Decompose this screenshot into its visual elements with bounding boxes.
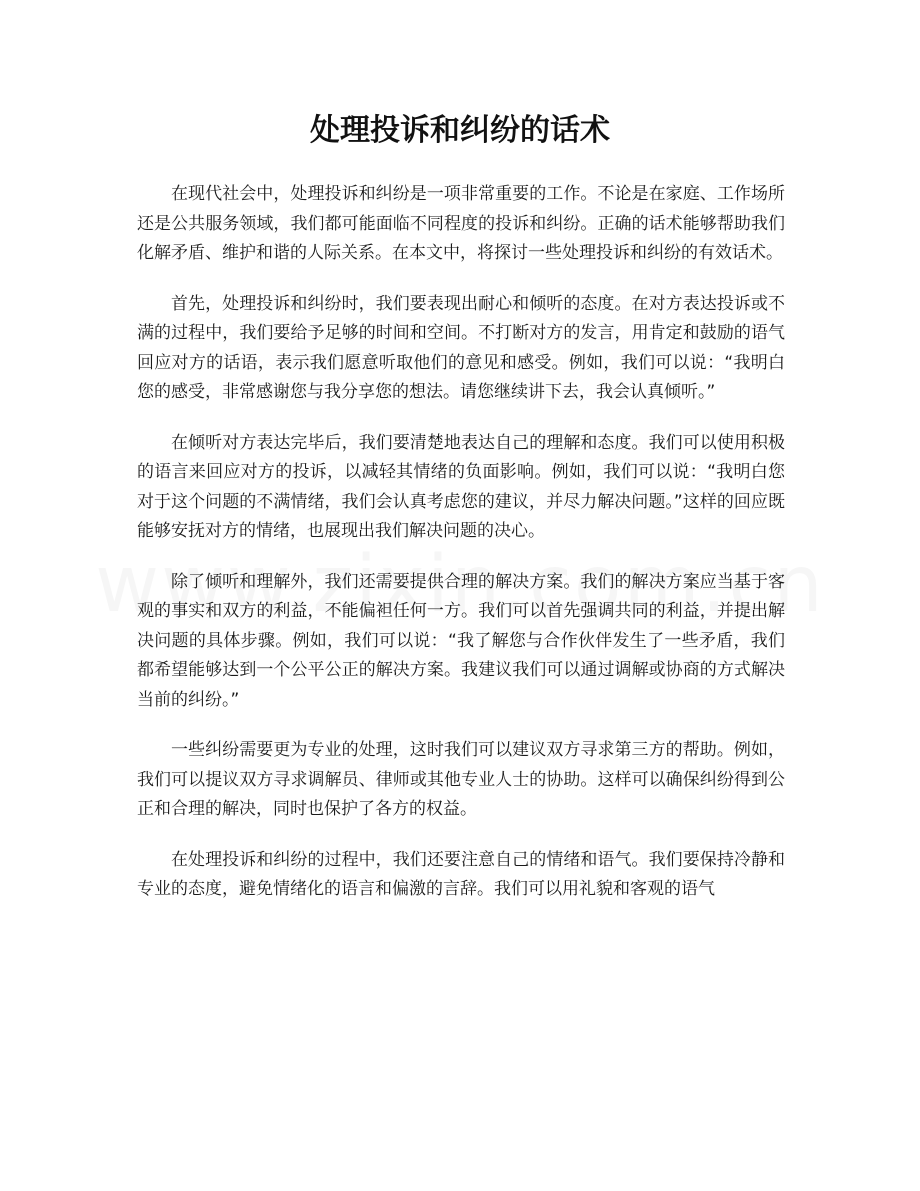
paragraph-1: 在现代社会中，处理投诉和纠纷是一项非常重要的工作。不论是在家庭、工作场所还是公共服务领域，我们都可能面临不同程度的投诉和纠纷。正确的话术能够帮助我们化解矛盾、维护和谐的人际关系。在本文中，将探讨一些处理投诉和纠纷的有效话术。 — [137, 184, 785, 263]
paragraph-3: 在倾听对方表达完毕后，我们要清楚地表达自己的理解和态度。我们可以使用积极的语言来回应对方的投诉，以减轻其情绪的负面影响。例如，我们可以说：“我明白您对于这个问题的不满情绪，我们会认真考虑您的建议，并尽力解决问题。”这样的回应既能够安抚对方的情绪，也展现出我们解决问题的决心。 — [137, 432, 785, 541]
paragraph-4: 除了倾听和理解外，我们还需要提供合理的解决方案。我们的解决方案应当基于客观的事实和双方的利益，不能偏袒任何一方。我们可以首先强调共同的利益，并提出解决问题的具体步骤。例如，我们可以说：“我了解您与合作伙伴发生了一些矛盾，我们都希望能够达到一个公平公正的解决方案。我建议我们可以通过调解或协商的方式解决当前的纠纷。” — [137, 571, 785, 710]
paragraph-2: 首先，处理投诉和纠纷时，我们要表现出耐心和倾听的态度。在对方表达投诉或不满的过程中，我们要给予足够的时间和空间。不打断对方的发言，用肯定和鼓励的语气回应对方的话语，表示我们愿意听取他们的意见和感受。例如，我们可以说：“我明白您的感受，非常感谢您与我分享您的想法。请您继续讲下去，我会认真倾听。” — [137, 293, 785, 402]
document-title: 处理投诉和纠纷的话术 — [310, 113, 610, 148]
document-body — [137, 180, 785, 926]
paragraph-5: 一些纠纷需要更为专业的处理，这时我们可以建议双方寻求第三方的帮助。例如，我们可以提议双方寻求调解员、律师或其他专业人士的协助。这样可以确保纠纷得到公正和合理的解决，同时也保护了各方的权益。 — [137, 740, 785, 819]
paragraph-6: 在处理投诉和纠纷的过程中，我们还要注意自己的情绪和语气。我们要保持冷静和专业的态度，避免情绪化的语言和偏激的言辞。我们可以用礼貌和客观的语气 — [137, 849, 785, 899]
